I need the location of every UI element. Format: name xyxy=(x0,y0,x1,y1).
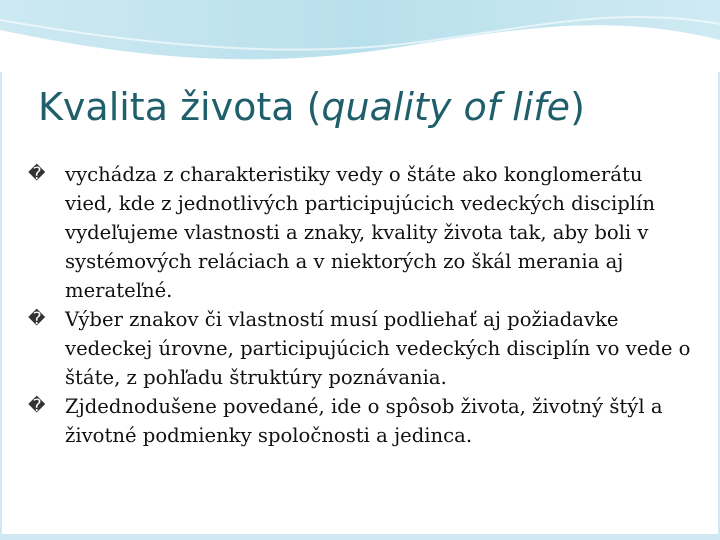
bullet-item xyxy=(28,160,694,305)
header-wave-banner xyxy=(0,0,720,72)
bullet-icon: � xyxy=(28,396,46,416)
bullet-item xyxy=(28,392,694,450)
title-italic-text: quality of life xyxy=(321,85,571,129)
slide-title xyxy=(38,86,585,130)
bullet-icon: � xyxy=(28,164,46,184)
bullet-item xyxy=(28,305,694,392)
footer-band xyxy=(0,534,720,540)
bullet-text: vychádza z charakteristiky vedy o štáte ako konglomerátu vied, kde z jednotlivých participujúcich vedeckých disciplín vydeľujeme vlastnosti a znaky, kvality života tak, aby boli v systémových reláciach a v niektorých zo škál merania aj merateľné. xyxy=(65,163,655,302)
title-close-paren: ) xyxy=(570,85,585,129)
bullet-text: Výber znakov či vlastností musí podliehať aj požiadavke vedeckej úrovne, participujúcich vedeckých disciplín vo vede o štáte, z pohľadu štruktúry poznávania. xyxy=(65,308,691,389)
bullet-icon: � xyxy=(28,309,46,329)
bullet-text: Zjdednodušene povedané, ide o spôsob života, životný štýl a životné podmienky spoločnosti a jedinca. xyxy=(65,395,663,447)
title-text: Kvalita života ( xyxy=(38,85,322,129)
wave-decoration xyxy=(0,0,720,72)
bullet-list xyxy=(28,160,694,450)
